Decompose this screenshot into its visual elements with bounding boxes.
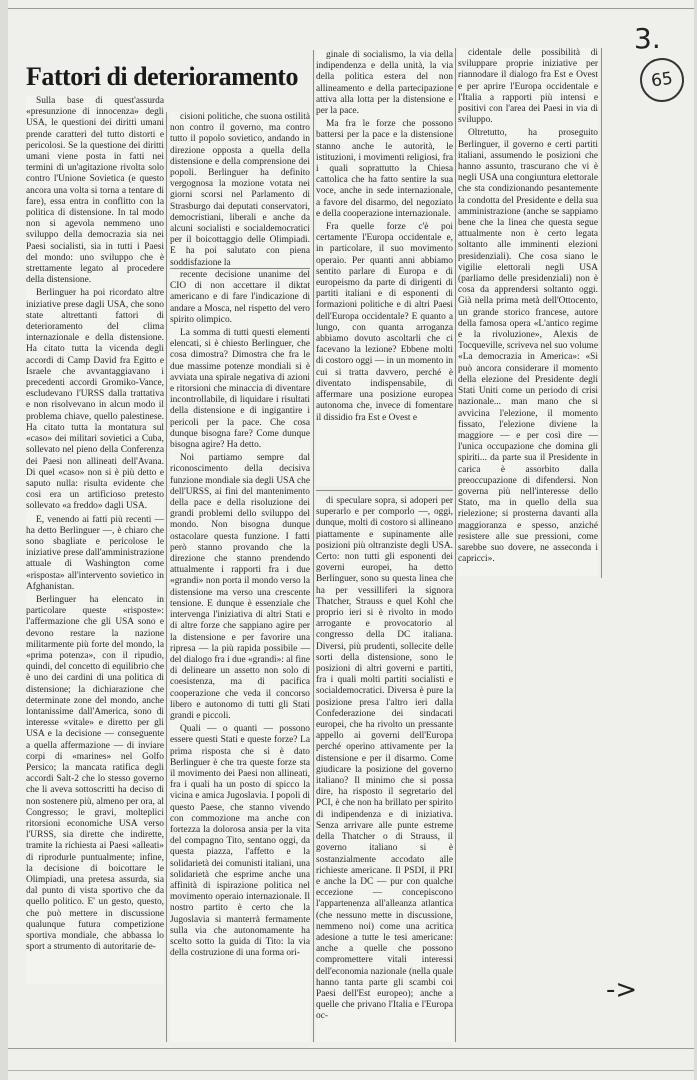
article-column-3-bottom xyxy=(316,496,453,1042)
paragraph: ginale di socialismo, la via della indipendenza e della unità, la via della politica estera del non allineamento e della partecipazione attiva alla lotta per la distensione e per la pace. xyxy=(316,50,453,117)
paragraph: E, venendo ai fatti più recenti — ha detto Berlinguer —, è chiaro che sono sbagliate e pericolose le iniziative prese dall'amministrazione attuale di Washington come «risposta» all'intervento sovietico in Afghanistan. xyxy=(26,514,164,592)
article-column-2-top xyxy=(170,112,310,267)
column-divider xyxy=(601,48,602,578)
paragraph: Sulla base di quest'assurda «presunzione di innocenza» degli USA, le questioni dei diritti umani prende caratteri del tutto distorti e pericolosi. Se la questione dei diritti umani viene posta in fatti nei termini di un'agitazione rivolta solo contro l'Unione Sovietica (e questo ancora una volta si torna a tentare di fare), essa entra in conflitto con la politica di distensione. In tal modo non si agevola nemmeno uno sviluppo della democrazia sia nei Paesi socialisti, sia in tutti i Paesi del mondo: uno sviluppo che è strettamente legato al procedere della distensione. xyxy=(26,96,164,286)
handwritten-arrow: -> xyxy=(606,975,638,1005)
paragraph: Ma fra le forze che possono battersi per la pace e la distensione stanno anche le autorità, le istituzioni, i movimenti religiosi, fra i quali soprattutto la Chiesa cattolica che ha fatto sentire la sua voce, anche in sede internazionale, a favore del disarmo, del negoziato e della cooperazione internazionale. xyxy=(316,119,453,219)
paragraph: cisioni politiche, che suona ostilità non contro il governo, ma contro tutto il popolo sovietico, andando in direzione opposta a quella della distensione e della comprensione dei popoli. Berlinguer ha definito vergognosa la mozione votata nei giorni scorsi nel Parlamento di Strasburgo dai deputati conservatori, democristiani, liberali e anche da alcuni socialisti e socialdemocratici per il boicottaggio delle Olimpiadi. E ha poi salutato con piena soddisfazione la xyxy=(170,112,310,267)
paragraph: recente decisione unanime del CIO di non accettare il diktat americano e di fare l'indicazione di andare a Mosca, nel rispetto del vero spirito olimpico. xyxy=(170,270,310,325)
bottom-edge-rule-2 xyxy=(8,1070,694,1071)
cut-line xyxy=(170,268,310,269)
paragraph: Berlinguer ha poi ricordato altre iniziative prese dagli USA, che sono state altrettanti fattori di deterioramento del clima internazionale e della distensione. Ha citato tutta la vicenda degli accordi di Camp David fra Egitto e Israele che avvantaggiavano i precedenti accordi Gromiko-Vance, escludevano l'URSS dalla trattativa e non risolvevano in alcun modo il problema chiave, quello palestinese. Ha citato tutta la montatura sul «caso» dei militari sovietici a Cuba, sollevato nel pieno della Conferenza dei Paesi non allineati dell'Avana. Di quel «caso» non si è più detto e saputo nulla: risulta evidente che così era un artificioso pretesto sollevato «a freddo» dagli USA. xyxy=(26,288,164,512)
column-divider xyxy=(455,48,456,1042)
paragraph: di speculare sopra, si adoperi per superarlo e per comporlo —, oggi, dunque, molti di costoro si allineano piattamente e supinamente alle posizioni più oltranziste degli USA. Certo: non tutti gli esponenti dei governi europei, ha detto Berlinguer, sono su questa linea che ha per vessilliferi la signora Thatcher, Strauss e quel Kohl che proprio ieri si è rivolto in modo arrogante e provocatorio al congresso della DC italiana. Diversi, più prudenti, sollecite delle sorti della distensione, sono le posizioni di altri governi e partiti, fra i quali molti partiti socialisti e socialdemocratici. Diversa è pure la posizione presa l'altro ieri dalla Confederazione dei sindacati europei, che ha rivolto un pressante appello ai governi dell'Europa perché operino attivamente per la distensione e per il disarmo. Come giudicare la posizione del governo italiano? Il minimo che si possa dire, ha risposto il segretario del PCI, è che non ha brillato per spirito di indipendenza e di iniziativa. Senza arrivare alle punte estreme della Thatcher o di Strauss, il governo italiano si è sostanzialmente accodato alle richieste americane. Il PSDI, il PRI e anche la DC — pur con qualche eccezione — concepiscono l'appartenenza all'alleanza atlantica (che nessuno mette in discussione, nemmeno noi) come una acritica adesione a tutte le tesi americane: anche a quelle che possono compromettere vitali interessi dell'economia nazionale (nella quale hanno tanta parte gli scambi coi Paesi dell'Est europeo); anche a quelle che privano l'Italia e l'Europa oc- xyxy=(316,496,453,1022)
paragraph: Fra quelle forze c'è poi certamente l'Europa occidentale e, in particolare, il suo movimento operaio. Per quanti anni abbiamo sentito parlare di Europa e di europeismo da parte di dirigenti di partiti italiani e di esponenti di formazioni politiche e di altri Paesi dell'Europa occidentale? E quanto a lungo, con quanta arroganza abbiamo dovuto ascoltarli che ci facevano la lezione? Ebbene molti di costoro oggi — in un momento in cui si tratta davvero, perché è diventato indispensabile, di affermare una posizione europea autonoma che, invece di fomentare il dissidio fra Est e Ovest e xyxy=(316,222,453,423)
paragraph: cidentale delle possibilità di sviluppare proprie iniziative per riannodare il dialogo fra Est e Ovest e per aprire l'Europa occidentale e l'Italia a rapporti più intensi e positivi con l'area dei Paesi in via di sviluppo. xyxy=(458,48,598,126)
bottom-edge-rule xyxy=(8,1048,694,1049)
paragraph: La somma di tutti questi elementi elencati, si è chiesto Berlinguer, che cosa dimostra? Dimostra che fra le due massime potenze mondiali si è avviata una spirale negativa di azioni e ritorsioni che minaccia di diventare incontrollabile, di liquidare i risultati della distensione e di ingigantire i pericoli per la pace. Che cosa dunque bisogna fare? Come dunque bisogna agire? Ha detto. xyxy=(170,328,310,451)
handwritten-page-number: 3. xyxy=(634,22,661,55)
column-divider xyxy=(166,112,167,1042)
article-column-2-bottom xyxy=(170,270,310,1042)
article-column-3-top xyxy=(316,50,453,486)
article-headline: Fattori di deterioramento xyxy=(26,62,298,91)
circled-archive-number: 65 xyxy=(637,55,687,105)
column-divider xyxy=(313,50,314,1042)
article-column-4 xyxy=(458,48,598,576)
paragraph: Berlinguer ha elencato in particolare queste «risposte»: l'affermazione che gli USA sono e devono restare la nazione militarmente più forte del mondo, la «prima potenza», con il ripudio, quindi, del concetto di equilibrio che è uno dei cardini di una politica di distensione; la dichiarazione che determinate zone del mondo, anche lontanissime dall'America, sono di interesse «vitale» e diretto per gli USA e la decisione — conseguente a quella affermazione — di inviare corpi di «marines» nel Golfo Persico; la mancata ratifica degli accordi Salt-2 che lo stesso governo che li aveva sottoscritti ha deciso di non sostenere più, almeno per ora, al Congresso; le gravi, molteplici ritorsioni economiche USA verso l'URSS, sia dirette che indirette, tramite la richiesta ai Paesi «alleati» di riprodurle puntualmente; infine, la decisione di boicottare le Olimpiadi, una pretesa assurda, sia dal punto di vista sportivo che da quello politico. E' un gesto, questo, che può mettere in discussione qualunque futura competizione sportiva mondiale, che abbassa lo sport a strumento di autoritarie de- xyxy=(26,594,164,953)
cut-line xyxy=(316,490,453,491)
article-column-1 xyxy=(26,96,164,984)
paragraph: Oltretutto, ha proseguito Berlinguer, il governo e certi partiti italiani, assumendo le posizioni che hanno assunto, trascurano che vi è negli USA una congiuntura elettorale che sta condizionando pesantemente la condotta del Presidente e della sua amministrazione (anche se sappiamo bene che la linea che questa segue attualmente non è certo legata soltanto alle imminenti elezioni presidenziali). Che cosa siano le vigilie elettorali negli USA (parliamo delle presidenziali) non è cosa da apprendersi soltanto oggi. Già nella prima metà dell'Ottocento, un grande storico francese, autore della famosa opera «L'antico regime e la rivoluzione», Alexis de Tocqueville, scriveva nel suo volume «La democrazia in America»: «Si può ancora considerare il momento della elezione del Presidente degli Stati Uniti come un periodo di crisi nazionale... man mano che si avvicina l'elezione, il momento fissato, l'elezione diviene la maggiore — e per così dire — l'unica occupazione che domina gli spiriti... da parte sua il Presidente in carica è assorbito dalla preoccupazione di difendersi. Non governa più nell'interesse dello Stato, ma in quello della sua rielezione; si prosterna davanti alla maggioranza e spesso, anziché resistere alle sue pressioni, come sarebbe suo dovere, ne asseconda i capricci». xyxy=(458,128,598,565)
top-edge-rule xyxy=(8,8,694,9)
paragraph: Noi partiamo sempre dal riconoscimento della decisiva funzione mondiale sia degli USA che dell'URSS, ai fini del mantenimento della pace e della risoluzione dei grandi problemi dello sviluppo del mondo. Non bisogna dunque ostacolare questa funzione. I fatti però stanno provando che la direzione che stanno prendendo attualmente i rapporti fra i due «grandi» non porta il mondo verso la distensione ma verso una crescente tensione. E dunque è essenziale che intervenga l'iniziativa di altri Stati e di altre forze che sappiano agire per la distensione e per favorire una ripresa — la più rapida possibile — del dialogo fra i due «grandi»: al fine di delineare un assetto non solo di coesistenza, ma di pacifica cooperazione che veda il concorso libero e autonomo di tutti gli Stati grandi e piccoli. xyxy=(170,453,310,721)
paragraph: Quali — o quanti — possono essere questi Stati e queste forze? La prima risposta che si è dato Berlinguer è che tra queste forze sta il movimento dei Paesi non allineati, fra i quali ha un posto di spicco la vicina e amica Jugoslavia. I popoli di questo Paese, che stanno vivendo con commozione ma anche con fortezza la dolorosa ansia per la vita del compagno Tito, sentano oggi, da questa piazza, l'affetto e la solidarietà dei comunisti italiani, una solidarietà che esprime anche una affinità di ispirazione politica nel movimento operaio internazionale. Il nostro partito è certo che la Jugoslavia si manterrà fermamente sulla via che autonomamente ha scelto sotto la guida di Tito: la via della costruzione di una forma ori- xyxy=(170,724,310,959)
